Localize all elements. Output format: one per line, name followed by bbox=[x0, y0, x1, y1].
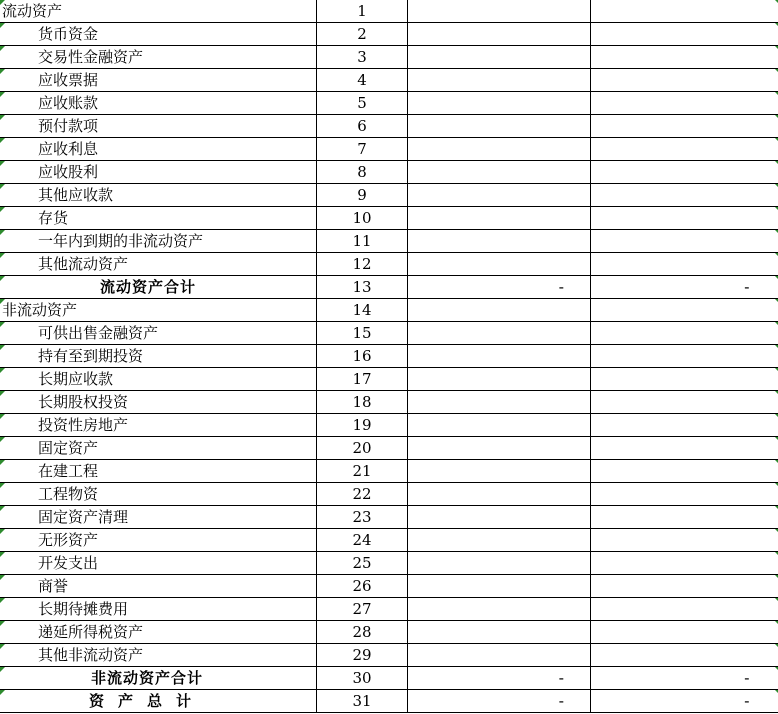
table-row bbox=[0, 644, 778, 667]
cell-marker-icon bbox=[0, 391, 5, 396]
cell-line-number[interactable]: 5 bbox=[317, 92, 408, 115]
cell-line-number[interactable]: 22 bbox=[317, 483, 408, 506]
cell-item-name[interactable]: 长期待摊费用 bbox=[0, 598, 317, 621]
cell-item-name[interactable]: 固定资产 bbox=[0, 437, 317, 460]
cell-line-number[interactable]: 2 bbox=[317, 23, 408, 46]
cell-value-column-b[interactable]: - bbox=[591, 690, 778, 713]
cell-marker-icon bbox=[0, 161, 5, 166]
cell-line-number[interactable]: 8 bbox=[317, 161, 408, 184]
cell-value-column-b[interactable] bbox=[591, 230, 778, 253]
cell-marker-icon bbox=[0, 598, 5, 603]
cell-marker-icon bbox=[775, 184, 778, 189]
cell-line-number[interactable]: 19 bbox=[317, 414, 408, 437]
cell-marker-icon bbox=[775, 276, 778, 281]
cell-item-name[interactable]: 投资性房地产 bbox=[0, 414, 317, 437]
cell-marker-icon bbox=[775, 667, 778, 672]
cell-item-name[interactable]: 非流动资产合计 bbox=[0, 667, 317, 690]
cell-item-name[interactable]: 固定资产清理 bbox=[0, 506, 317, 529]
cell-value-column-b[interactable] bbox=[591, 253, 778, 276]
cell-marker-icon bbox=[775, 69, 778, 74]
cell-value-column-b[interactable] bbox=[591, 69, 778, 92]
cell-value-column-b[interactable] bbox=[591, 161, 778, 184]
cell-marker-icon bbox=[775, 299, 778, 304]
table-row bbox=[0, 207, 778, 230]
cell-marker-icon bbox=[775, 621, 778, 626]
cell-line-number[interactable]: 13 bbox=[317, 276, 408, 299]
cell-value-column-a[interactable] bbox=[408, 575, 591, 598]
cell-value-column-a[interactable] bbox=[408, 207, 591, 230]
cell-value-column-b[interactable] bbox=[591, 414, 778, 437]
cell-marker-icon bbox=[775, 161, 778, 166]
cell-marker-icon bbox=[0, 437, 5, 442]
cell-marker-icon bbox=[0, 46, 5, 51]
cell-value-column-a[interactable] bbox=[408, 483, 591, 506]
cell-marker-icon bbox=[0, 230, 5, 235]
cell-value-column-a[interactable] bbox=[408, 322, 591, 345]
cell-value-column-a[interactable] bbox=[408, 230, 591, 253]
cell-value-column-a[interactable] bbox=[408, 598, 591, 621]
cell-value-column-b[interactable] bbox=[591, 184, 778, 207]
cell-line-number[interactable]: 25 bbox=[317, 552, 408, 575]
cell-value-column-b[interactable] bbox=[591, 575, 778, 598]
table-row bbox=[0, 575, 778, 598]
cell-line-number[interactable]: 10 bbox=[317, 207, 408, 230]
cell-marker-icon bbox=[775, 391, 778, 396]
cell-value-column-a[interactable] bbox=[408, 69, 591, 92]
cell-value-column-b[interactable] bbox=[591, 460, 778, 483]
cell-item-name[interactable]: 商誉 bbox=[0, 575, 317, 598]
cell-marker-icon bbox=[0, 276, 5, 281]
cell-line-number[interactable]: 11 bbox=[317, 230, 408, 253]
cell-marker-icon bbox=[0, 69, 5, 74]
cell-value-column-a[interactable] bbox=[408, 552, 591, 575]
cell-item-name[interactable]: 非流动资产 bbox=[0, 299, 317, 322]
cell-line-number[interactable]: 17 bbox=[317, 368, 408, 391]
cell-value-column-a[interactable] bbox=[408, 23, 591, 46]
cell-item-name[interactable]: 预付款项 bbox=[0, 115, 317, 138]
table-row bbox=[0, 345, 778, 368]
table-row bbox=[0, 667, 778, 690]
table-row bbox=[0, 322, 778, 345]
cell-marker-icon bbox=[775, 414, 778, 419]
cell-marker-icon bbox=[775, 690, 778, 695]
cell-value-column-b[interactable] bbox=[591, 437, 778, 460]
table-row bbox=[0, 23, 778, 46]
cell-value-column-a[interactable] bbox=[408, 621, 591, 644]
cell-item-name[interactable]: 应收股利 bbox=[0, 161, 317, 184]
cell-value-column-a[interactable]: - bbox=[408, 690, 591, 713]
cell-value-column-a[interactable] bbox=[408, 368, 591, 391]
table-row bbox=[0, 138, 778, 161]
cell-marker-icon bbox=[0, 138, 5, 143]
cell-marker-icon bbox=[0, 690, 5, 695]
cell-line-number[interactable]: 20 bbox=[317, 437, 408, 460]
table-row bbox=[0, 690, 778, 713]
cell-item-name[interactable]: 应收票据 bbox=[0, 69, 317, 92]
cell-value-column-b[interactable] bbox=[591, 552, 778, 575]
cell-value-column-b[interactable] bbox=[591, 207, 778, 230]
cell-marker-icon bbox=[775, 552, 778, 557]
cell-value-column-a[interactable] bbox=[408, 391, 591, 414]
cell-marker-icon bbox=[775, 368, 778, 373]
cell-line-number[interactable]: 23 bbox=[317, 506, 408, 529]
cell-item-name[interactable]: 流动资产合计 bbox=[0, 276, 317, 299]
cell-marker-icon bbox=[775, 23, 778, 28]
cell-value-column-b[interactable] bbox=[591, 621, 778, 644]
cell-value-column-a[interactable] bbox=[408, 115, 591, 138]
cell-marker-icon bbox=[0, 414, 5, 419]
cell-line-number[interactable]: 12 bbox=[317, 253, 408, 276]
cell-line-number[interactable]: 9 bbox=[317, 184, 408, 207]
cell-marker-icon bbox=[0, 575, 5, 580]
table-row bbox=[0, 230, 778, 253]
cell-item-name[interactable]: 其他流动资产 bbox=[0, 253, 317, 276]
cell-item-name[interactable]: 开发支出 bbox=[0, 552, 317, 575]
table-row bbox=[0, 115, 778, 138]
table-row bbox=[0, 621, 778, 644]
table-row bbox=[0, 598, 778, 621]
table-row bbox=[0, 46, 778, 69]
cell-value-column-b[interactable]: - bbox=[591, 276, 778, 299]
cell-marker-icon bbox=[0, 92, 5, 97]
cell-value-column-b[interactable] bbox=[591, 598, 778, 621]
table-row bbox=[0, 460, 778, 483]
cell-marker-icon bbox=[0, 253, 5, 258]
cell-marker-icon bbox=[775, 322, 778, 327]
cell-marker-icon bbox=[775, 138, 778, 143]
table-row bbox=[0, 92, 778, 115]
cell-line-number[interactable]: 15 bbox=[317, 322, 408, 345]
cell-marker-icon bbox=[775, 115, 778, 120]
cell-value-column-b[interactable] bbox=[591, 23, 778, 46]
cell-value-column-a[interactable] bbox=[408, 253, 591, 276]
cell-line-number[interactable]: 7 bbox=[317, 138, 408, 161]
cell-marker-icon bbox=[775, 230, 778, 235]
cell-line-number[interactable]: 4 bbox=[317, 69, 408, 92]
table-row bbox=[0, 368, 778, 391]
cell-marker-icon bbox=[0, 184, 5, 189]
cell-value-column-a[interactable] bbox=[408, 299, 591, 322]
table-row bbox=[0, 414, 778, 437]
cell-item-name[interactable]: 长期股权投资 bbox=[0, 391, 317, 414]
cell-value-column-b[interactable] bbox=[591, 92, 778, 115]
table-row bbox=[0, 299, 778, 322]
cell-value-column-b[interactable] bbox=[591, 322, 778, 345]
cell-value-column-a[interactable] bbox=[408, 506, 591, 529]
cell-item-name[interactable]: 其他非流动资产 bbox=[0, 644, 317, 667]
cell-value-column-a[interactable] bbox=[408, 138, 591, 161]
cell-line-number[interactable]: 16 bbox=[317, 345, 408, 368]
cell-value-column-b[interactable] bbox=[591, 138, 778, 161]
cell-value-column-a[interactable] bbox=[408, 0, 591, 23]
cell-value-column-a[interactable]: - bbox=[408, 276, 591, 299]
cell-line-number[interactable]: 14 bbox=[317, 299, 408, 322]
cell-item-name[interactable]: 持有至到期投资 bbox=[0, 345, 317, 368]
cell-line-number[interactable]: 6 bbox=[317, 115, 408, 138]
cell-marker-icon bbox=[0, 322, 5, 327]
cell-item-name[interactable]: 无形资产 bbox=[0, 529, 317, 552]
cell-value-column-b[interactable] bbox=[591, 368, 778, 391]
cell-marker-icon bbox=[775, 506, 778, 511]
cell-value-column-a[interactable] bbox=[408, 460, 591, 483]
cell-value-column-a[interactable] bbox=[408, 414, 591, 437]
cell-value-column-a[interactable] bbox=[408, 437, 591, 460]
cell-marker-icon bbox=[0, 460, 5, 465]
cell-marker-icon bbox=[0, 529, 5, 534]
cell-marker-icon bbox=[0, 483, 5, 488]
cell-value-column-a[interactable] bbox=[408, 529, 591, 552]
table-row bbox=[0, 253, 778, 276]
cell-value-column-a[interactable] bbox=[408, 184, 591, 207]
cell-item-name[interactable]: 存货 bbox=[0, 207, 317, 230]
cell-value-column-b[interactable] bbox=[591, 529, 778, 552]
cell-line-number[interactable]: 31 bbox=[317, 690, 408, 713]
cell-marker-icon bbox=[775, 529, 778, 534]
cell-item-name[interactable]: 在建工程 bbox=[0, 460, 317, 483]
table-row bbox=[0, 506, 778, 529]
cell-marker-icon bbox=[0, 0, 5, 5]
cell-item-name[interactable]: 应收利息 bbox=[0, 138, 317, 161]
cell-item-name[interactable]: 其他应收款 bbox=[0, 184, 317, 207]
table-row bbox=[0, 276, 778, 299]
cell-line-number[interactable]: 26 bbox=[317, 575, 408, 598]
cell-item-name[interactable]: 交易性金融资产 bbox=[0, 46, 317, 69]
cell-line-number[interactable]: 21 bbox=[317, 460, 408, 483]
cell-item-name[interactable]: 流动资产 bbox=[0, 0, 317, 23]
cell-marker-icon bbox=[0, 621, 5, 626]
cell-marker-icon bbox=[775, 483, 778, 488]
cell-marker-icon bbox=[775, 460, 778, 465]
cell-marker-icon bbox=[0, 644, 5, 649]
cell-item-name[interactable]: 资产总计 bbox=[0, 690, 317, 713]
cell-marker-icon bbox=[775, 345, 778, 350]
cell-item-name[interactable]: 工程物资 bbox=[0, 483, 317, 506]
table-row bbox=[0, 161, 778, 184]
cell-marker-icon bbox=[775, 575, 778, 580]
cell-item-name[interactable]: 一年内到期的非流动资产 bbox=[0, 230, 317, 253]
cell-value-column-b[interactable] bbox=[591, 115, 778, 138]
cell-marker-icon bbox=[0, 506, 5, 511]
cell-marker-icon bbox=[775, 207, 778, 212]
table-row bbox=[0, 69, 778, 92]
cell-marker-icon bbox=[775, 437, 778, 442]
cell-marker-icon bbox=[0, 23, 5, 28]
cell-item-name[interactable]: 可供出售金融资产 bbox=[0, 322, 317, 345]
cell-line-number[interactable]: 29 bbox=[317, 644, 408, 667]
cell-marker-icon bbox=[775, 46, 778, 51]
cell-marker-icon bbox=[775, 253, 778, 258]
cell-value-column-a[interactable] bbox=[408, 46, 591, 69]
cell-item-name[interactable]: 应收账款 bbox=[0, 92, 317, 115]
cell-marker-icon bbox=[0, 115, 5, 120]
cell-marker-icon bbox=[0, 299, 5, 304]
table-row bbox=[0, 391, 778, 414]
cell-value-column-b[interactable] bbox=[591, 46, 778, 69]
cell-line-number[interactable]: 18 bbox=[317, 391, 408, 414]
cell-line-number[interactable]: 30 bbox=[317, 667, 408, 690]
cell-value-column-b[interactable] bbox=[591, 644, 778, 667]
cell-value-column-a[interactable]: - bbox=[408, 667, 591, 690]
cell-marker-icon bbox=[775, 598, 778, 603]
table-row bbox=[0, 0, 778, 23]
cell-marker-icon bbox=[775, 644, 778, 649]
cell-value-column-b[interactable] bbox=[591, 345, 778, 368]
cell-value-column-b[interactable] bbox=[591, 0, 778, 23]
cell-value-column-b[interactable] bbox=[591, 506, 778, 529]
cell-marker-icon bbox=[775, 92, 778, 97]
cell-line-number[interactable]: 3 bbox=[317, 46, 408, 69]
cell-value-column-b[interactable]: - bbox=[591, 667, 778, 690]
cell-line-number[interactable]: 28 bbox=[317, 621, 408, 644]
table-row bbox=[0, 552, 778, 575]
cell-marker-icon bbox=[0, 345, 5, 350]
cell-item-name[interactable]: 递延所得税资产 bbox=[0, 621, 317, 644]
cell-marker-icon bbox=[0, 207, 5, 212]
table-row bbox=[0, 483, 778, 506]
cell-marker-icon bbox=[0, 667, 5, 672]
cell-marker-icon bbox=[0, 368, 5, 373]
cell-marker-icon bbox=[775, 0, 778, 5]
cell-value-column-b[interactable] bbox=[591, 299, 778, 322]
table-row bbox=[0, 184, 778, 207]
cell-line-number[interactable]: 1 bbox=[317, 0, 408, 23]
cell-value-column-a[interactable] bbox=[408, 644, 591, 667]
cell-marker-icon bbox=[0, 552, 5, 557]
cell-item-name[interactable]: 长期应收款 bbox=[0, 368, 317, 391]
cell-line-number[interactable]: 27 bbox=[317, 598, 408, 621]
cell-value-column-b[interactable] bbox=[591, 391, 778, 414]
table-row bbox=[0, 437, 778, 460]
cell-line-number[interactable]: 24 bbox=[317, 529, 408, 552]
cell-value-column-a[interactable] bbox=[408, 161, 591, 184]
table-row bbox=[0, 529, 778, 552]
cell-value-column-a[interactable] bbox=[408, 345, 591, 368]
cell-item-name[interactable]: 货币资金 bbox=[0, 23, 317, 46]
cell-value-column-b[interactable] bbox=[591, 483, 778, 506]
cell-value-column-a[interactable] bbox=[408, 92, 591, 115]
